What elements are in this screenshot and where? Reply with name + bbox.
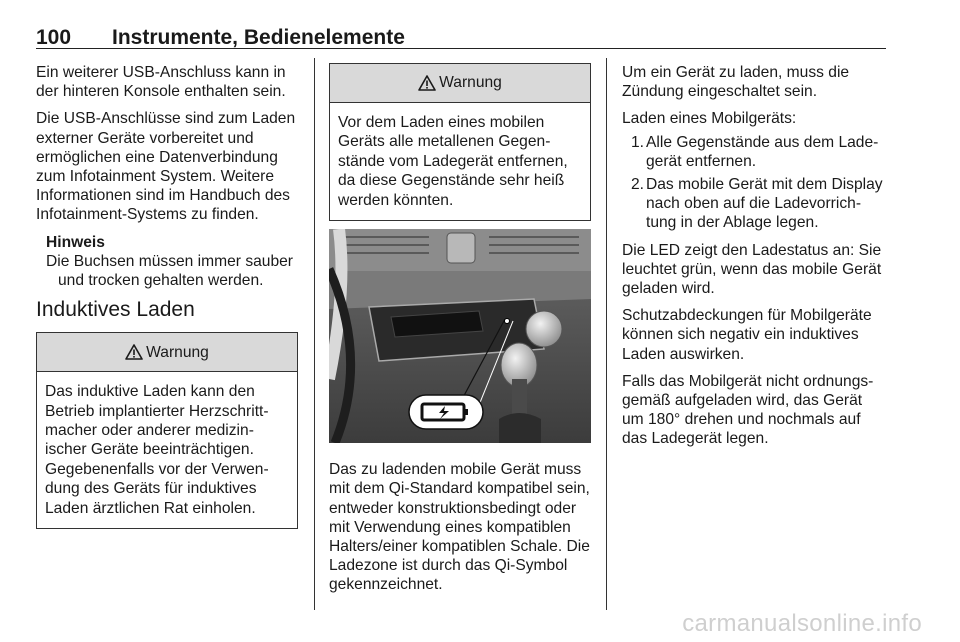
paragraph-covers: Schutzabdeckungen für Mobilgeräte können sich negativ ein induktives Laden auswirken.	[622, 307, 872, 363]
step-text: Das mobile Gerät mit dem Display nach oben auf die Ladevorrichtung in der Ablage legen.	[646, 176, 883, 232]
paragraph-steps-intro: Laden eines Mobilgeräts:	[622, 110, 797, 128]
column-2	[329, 63, 591, 603]
paragraph-usb-info: Die USB-Anschlüsse sind zum Laden externer Geräte vorbereitet und ermöglichen eine Datenverbindung zum Infotainment System. Weitere Informationen sind im Handbuch des Infotainment-Systems zu finden.	[36, 110, 296, 224]
column-3	[622, 63, 886, 457]
warning-label: Warnung	[439, 74, 502, 92]
column-divider-right	[606, 58, 607, 610]
step-number: 2.	[631, 176, 645, 194]
warning-box-inductive	[36, 332, 298, 529]
list-item	[622, 133, 886, 171]
warning-triangle-icon	[418, 75, 436, 91]
watermark: carmanualsonline.info	[682, 610, 922, 637]
list-item	[622, 175, 886, 233]
paragraph-rotate: Falls das Mobilgerät nicht ordnungsgemäß aufgeladen wird, das Gerät um 180° drehen und nochmals auf das Ladegerät legen.	[622, 372, 874, 448]
page-header	[36, 0, 886, 49]
warning-text: Vor dem Laden eines mobilen Geräts alle metallenen Gegenstände vom Ladegerät entfernen, da diese Gegenstände sehr heiß werden könnten.	[338, 114, 568, 209]
charging-tray-illustration	[329, 229, 591, 443]
step-text: Alle Gegenstände aus dem Ladegerät entfernen.	[646, 133, 879, 170]
note-line-2: und trocken gehalten werden.	[58, 272, 264, 290]
warning-header	[330, 64, 590, 103]
section-heading: Induktives Laden	[36, 298, 195, 322]
paragraph-qi-standard: Das zu ladenden mobile Gerät muss mit dem Qi-Standard kompatibel sein, entweder konstruktionsbedingt oder mit Verwendung eines kompatiblen Halters/einer kompatiblen Schale. Die Ladezone ist durch das Qi-Symbol gekennzeichnet.	[329, 461, 590, 594]
note-text	[46, 252, 298, 290]
steps-list	[622, 133, 886, 233]
paragraph-usb-rear: Ein weiterer USB-Anschluss kann in der hinteren Konsole enthalten sein.	[36, 64, 286, 101]
paragraph-led-status: Die LED zeigt den Ladestatus an: Sie leuchtet grün, wenn das mobile Gerät geladen wird.	[622, 241, 882, 298]
note-line-1: Die Buchsen müssen immer sauber	[46, 252, 294, 270]
column-1	[36, 63, 298, 539]
column-divider-left	[314, 58, 315, 610]
warning-label: Warnung	[146, 343, 209, 361]
qi-charging-symbol-icon	[409, 395, 483, 429]
warning-text: Das induktive Laden kann den Betrieb implantierter Herzschrittmacher oder anderer medizinischer Geräte beeinträchtigen. Gegebenenfalls vor der Verwendung des Geräts für induktives Laden ärztlichen Rat einholen.	[45, 383, 269, 517]
page-number: 100	[36, 26, 72, 49]
warning-header	[37, 333, 297, 372]
running-title: Instrumente, Bedienelemente	[112, 26, 405, 49]
paragraph-ignition: Um ein Gerät zu laden, muss die Zündung eingeschaltet sein.	[622, 64, 850, 101]
warning-box-metal	[329, 63, 591, 221]
warning-triangle-icon	[125, 344, 143, 360]
step-number: 1.	[631, 133, 645, 151]
note-heading: Hinweis	[46, 233, 105, 251]
